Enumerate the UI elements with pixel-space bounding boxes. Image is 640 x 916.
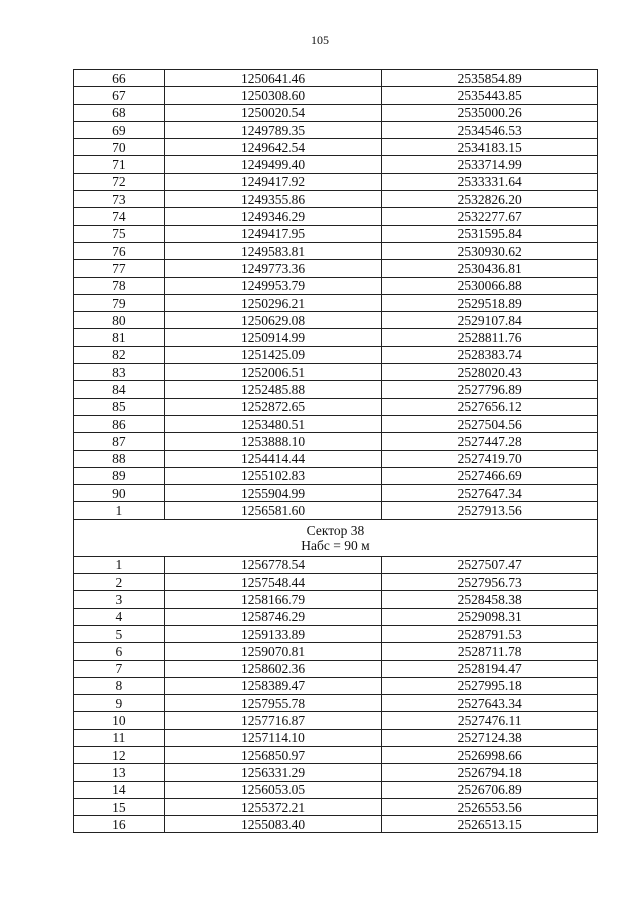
table-row: [74, 660, 598, 677]
sector-header-cell: [74, 519, 598, 556]
x-coordinate-cell: 1255372.21: [164, 798, 382, 815]
point-number-cell: 15: [74, 798, 165, 815]
x-coordinate-cell: 1258166.79: [164, 591, 382, 608]
table-row: [74, 191, 598, 208]
table-row: [74, 364, 598, 381]
table-row: [74, 798, 598, 815]
point-number-cell: 1: [74, 502, 165, 519]
x-coordinate-cell: 1249953.79: [164, 277, 382, 294]
point-number-cell: 82: [74, 346, 165, 363]
y-coordinate-cell: 2526513.15: [382, 816, 598, 833]
x-coordinate-cell: 1249583.81: [164, 242, 382, 259]
x-coordinate-cell: 1256331.29: [164, 764, 382, 781]
y-coordinate-cell: 2527476.11: [382, 712, 598, 729]
y-coordinate-cell: 2527643.34: [382, 695, 598, 712]
x-coordinate-cell: 1252872.65: [164, 398, 382, 415]
point-number-cell: 89: [74, 467, 165, 484]
x-coordinate-cell: 1255102.83: [164, 467, 382, 484]
table-row: [74, 625, 598, 642]
table-row: [74, 643, 598, 660]
y-coordinate-cell: 2529107.84: [382, 312, 598, 329]
table-row: [74, 502, 598, 519]
x-coordinate-cell: 1257955.78: [164, 695, 382, 712]
x-coordinate-cell: 1259133.89: [164, 625, 382, 642]
table-row: [74, 329, 598, 346]
x-coordinate-cell: 1250020.54: [164, 104, 382, 121]
y-coordinate-cell: 2530436.81: [382, 260, 598, 277]
point-number-cell: 73: [74, 191, 165, 208]
y-coordinate-cell: 2534183.15: [382, 139, 598, 156]
sector-header-section: [74, 519, 598, 556]
x-coordinate-cell: 1259070.81: [164, 643, 382, 660]
table-row: [74, 608, 598, 625]
x-coordinate-cell: 1249642.54: [164, 139, 382, 156]
table-row: [74, 312, 598, 329]
x-coordinate-cell: 1249346.29: [164, 208, 382, 225]
y-coordinate-cell: 2535000.26: [382, 104, 598, 121]
point-number-cell: 9: [74, 695, 165, 712]
point-number-cell: 5: [74, 625, 165, 642]
table-row: [74, 433, 598, 450]
x-coordinate-cell: 1256778.54: [164, 556, 382, 573]
point-number-cell: 66: [74, 70, 165, 87]
x-coordinate-cell: 1257114.10: [164, 729, 382, 746]
coordinates-table: [73, 69, 598, 833]
y-coordinate-cell: 2527656.12: [382, 398, 598, 415]
x-coordinate-cell: 1250308.60: [164, 87, 382, 104]
y-coordinate-cell: 2527507.47: [382, 556, 598, 573]
y-coordinate-cell: 2528711.78: [382, 643, 598, 660]
point-number-cell: 72: [74, 173, 165, 190]
table-row: [74, 156, 598, 173]
x-coordinate-cell: 1257716.87: [164, 712, 382, 729]
table-row: [74, 294, 598, 311]
x-coordinate-cell: 1251425.09: [164, 346, 382, 363]
x-coordinate-cell: 1256850.97: [164, 746, 382, 763]
table-row: [74, 139, 598, 156]
x-coordinate-cell: 1258389.47: [164, 677, 382, 694]
sector-header-row: [74, 519, 598, 556]
y-coordinate-cell: 2528458.38: [382, 591, 598, 608]
x-coordinate-cell: 1258746.29: [164, 608, 382, 625]
table-row: [74, 764, 598, 781]
table-row: [74, 225, 598, 242]
table-row: [74, 729, 598, 746]
y-coordinate-cell: 2530066.88: [382, 277, 598, 294]
table-row: [74, 208, 598, 225]
y-coordinate-cell: 2527647.34: [382, 485, 598, 502]
point-number-cell: 70: [74, 139, 165, 156]
table-row: [74, 574, 598, 591]
x-coordinate-cell: 1254414.44: [164, 450, 382, 467]
point-number-cell: 3: [74, 591, 165, 608]
table-row: [74, 746, 598, 763]
point-number-cell: 79: [74, 294, 165, 311]
y-coordinate-cell: 2527995.18: [382, 677, 598, 694]
x-coordinate-cell: 1250641.46: [164, 70, 382, 87]
point-number-cell: 68: [74, 104, 165, 121]
y-coordinate-cell: 2531595.84: [382, 225, 598, 242]
x-coordinate-cell: 1249417.95: [164, 225, 382, 242]
x-coordinate-cell: 1255904.99: [164, 485, 382, 502]
point-number-cell: 2: [74, 574, 165, 591]
point-number-cell: 90: [74, 485, 165, 502]
x-coordinate-cell: 1257548.44: [164, 574, 382, 591]
x-coordinate-cell: 1258602.36: [164, 660, 382, 677]
x-coordinate-cell: 1250296.21: [164, 294, 382, 311]
point-number-cell: 76: [74, 242, 165, 259]
y-coordinate-cell: 2526553.56: [382, 798, 598, 815]
table-row: [74, 415, 598, 432]
point-number-cell: 86: [74, 415, 165, 432]
point-number-cell: 12: [74, 746, 165, 763]
y-coordinate-cell: 2528811.76: [382, 329, 598, 346]
table-row: [74, 816, 598, 833]
y-coordinate-cell: 2530930.62: [382, 242, 598, 259]
point-number-cell: 77: [74, 260, 165, 277]
y-coordinate-cell: 2527466.69: [382, 467, 598, 484]
table-row: [74, 677, 598, 694]
y-coordinate-cell: 2527504.56: [382, 415, 598, 432]
table-row: [74, 591, 598, 608]
coordinates-table-body-a: [74, 70, 598, 520]
y-coordinate-cell: 2532277.67: [382, 208, 598, 225]
table-row: [74, 398, 598, 415]
point-number-cell: 7: [74, 660, 165, 677]
sector-title: Сектор 38: [306, 522, 365, 538]
table-row: [74, 781, 598, 798]
y-coordinate-cell: 2529518.89: [382, 294, 598, 311]
y-coordinate-cell: 2526794.18: [382, 764, 598, 781]
table-row: [74, 104, 598, 121]
point-number-cell: 11: [74, 729, 165, 746]
point-number-cell: 1: [74, 556, 165, 573]
y-coordinate-cell: 2527796.89: [382, 381, 598, 398]
y-coordinate-cell: 2528020.43: [382, 364, 598, 381]
table-row: [74, 173, 598, 190]
point-number-cell: 71: [74, 156, 165, 173]
table-row: [74, 556, 598, 573]
table-row: [74, 695, 598, 712]
y-coordinate-cell: 2529098.31: [382, 608, 598, 625]
point-number-cell: 78: [74, 277, 165, 294]
coordinates-table-body-b: [74, 556, 598, 833]
point-number-cell: 83: [74, 364, 165, 381]
x-coordinate-cell: 1255083.40: [164, 816, 382, 833]
sector-height: Набс = 90 м: [301, 537, 370, 553]
point-number-cell: 81: [74, 329, 165, 346]
point-number-cell: 74: [74, 208, 165, 225]
x-coordinate-cell: 1249417.92: [164, 173, 382, 190]
y-coordinate-cell: 2533331.64: [382, 173, 598, 190]
point-number-cell: 88: [74, 450, 165, 467]
point-number-cell: 85: [74, 398, 165, 415]
x-coordinate-cell: 1249773.36: [164, 260, 382, 277]
x-coordinate-cell: 1256053.05: [164, 781, 382, 798]
point-number-cell: 14: [74, 781, 165, 798]
point-number-cell: 6: [74, 643, 165, 660]
table-row: [74, 467, 598, 484]
x-coordinate-cell: 1249355.86: [164, 191, 382, 208]
y-coordinate-cell: 2527447.28: [382, 433, 598, 450]
table-row: [74, 450, 598, 467]
point-number-cell: 16: [74, 816, 165, 833]
table-row: [74, 242, 598, 259]
y-coordinate-cell: 2526706.89: [382, 781, 598, 798]
y-coordinate-cell: 2527419.70: [382, 450, 598, 467]
table-row: [74, 87, 598, 104]
y-coordinate-cell: 2535854.89: [382, 70, 598, 87]
table-row: [74, 485, 598, 502]
y-coordinate-cell: 2527913.56: [382, 502, 598, 519]
table-row: [74, 277, 598, 294]
y-coordinate-cell: 2528791.53: [382, 625, 598, 642]
x-coordinate-cell: 1253480.51: [164, 415, 382, 432]
table-row: [74, 381, 598, 398]
y-coordinate-cell: 2534546.53: [382, 121, 598, 138]
x-coordinate-cell: 1249499.40: [164, 156, 382, 173]
x-coordinate-cell: 1249789.35: [164, 121, 382, 138]
y-coordinate-cell: 2532826.20: [382, 191, 598, 208]
y-coordinate-cell: 2526998.66: [382, 746, 598, 763]
point-number-cell: 4: [74, 608, 165, 625]
y-coordinate-cell: 2528383.74: [382, 346, 598, 363]
y-coordinate-cell: 2527124.38: [382, 729, 598, 746]
x-coordinate-cell: 1250914.99: [164, 329, 382, 346]
table-row: [74, 70, 598, 87]
table-row: [74, 121, 598, 138]
x-coordinate-cell: 1256581.60: [164, 502, 382, 519]
x-coordinate-cell: 1252485.88: [164, 381, 382, 398]
point-number-cell: 69: [74, 121, 165, 138]
y-coordinate-cell: 2535443.85: [382, 87, 598, 104]
table-row: [74, 712, 598, 729]
x-coordinate-cell: 1253888.10: [164, 433, 382, 450]
point-number-cell: 10: [74, 712, 165, 729]
point-number-cell: 87: [74, 433, 165, 450]
y-coordinate-cell: 2533714.99: [382, 156, 598, 173]
x-coordinate-cell: 1250629.08: [164, 312, 382, 329]
point-number-cell: 8: [74, 677, 165, 694]
y-coordinate-cell: 2527956.73: [382, 574, 598, 591]
y-coordinate-cell: 2528194.47: [382, 660, 598, 677]
point-number-cell: 67: [74, 87, 165, 104]
point-number-cell: 84: [74, 381, 165, 398]
point-number-cell: 75: [74, 225, 165, 242]
point-number-cell: 13: [74, 764, 165, 781]
x-coordinate-cell: 1252006.51: [164, 364, 382, 381]
page-number: 105: [311, 33, 329, 47]
point-number-cell: 80: [74, 312, 165, 329]
table-row: [74, 346, 598, 363]
table-row: [74, 260, 598, 277]
